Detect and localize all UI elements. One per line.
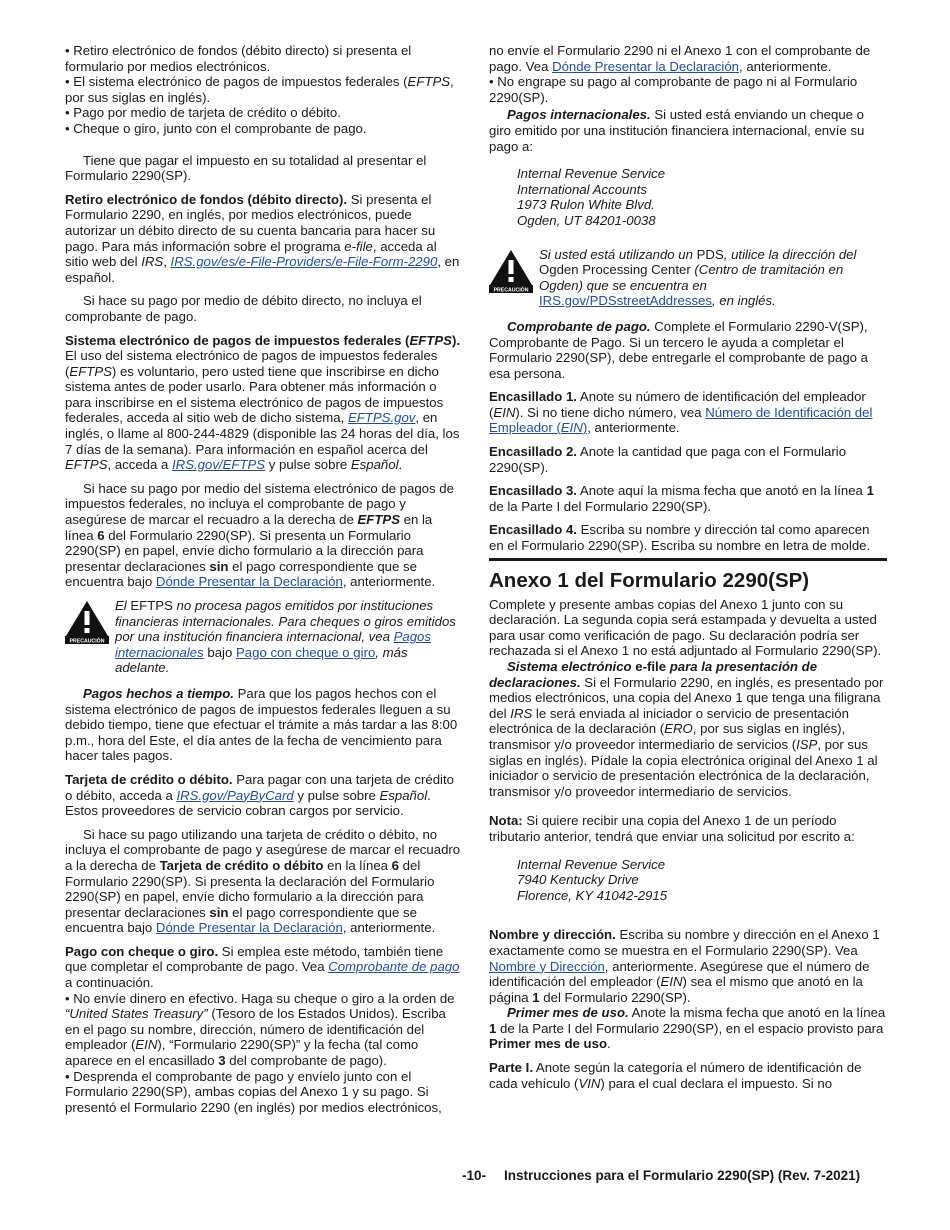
pagos-internacionales-link[interactable]: Pagos internacionales — [115, 629, 431, 660]
page-footer — [462, 1168, 892, 1184]
list-item: • No engrape su pago al comprobante de pago ni al Formulario 2290(SP). — [489, 74, 887, 105]
efile-form-2290-link[interactable]: IRS.gov/es/e-File-Providers/e-File-Form-2290 — [170, 254, 438, 270]
florence-address — [489, 857, 887, 904]
address-line: 1973 Rulon White Blvd. — [517, 197, 655, 213]
paragraph: Comprobante de pago. Complete el Formulario 2290-V(SP), Comprobante de Pago. Si un tercero le ayuda a completar el Formulario 2290(SP), debe entregarle el comprobante de pago a esa persona. — [489, 318, 869, 381]
paragraph: Complete y presente ambas copias del Anexo 1 junto con su declaración. La segunda copia será estampada y devuelta a usted para usar como verificación de pago. Su declaración podría ser rechazada si el Anexo 1 no está adjuntado al Formulario 2290(SP). — [489, 596, 882, 659]
address-line: Ogden, UT 84201-0038 — [517, 212, 656, 228]
paragraph: Tiene que pagar el impuesto en su totalidad al presentar el Formulario 2290(SP). — [65, 152, 427, 184]
svg-text:PRECAUCIÓN: PRECAUCIÓN — [69, 638, 105, 644]
donde-presentar-link-3[interactable]: Dónde Presentar la Declaración — [552, 58, 740, 74]
pago-cheque-giro-link[interactable]: Pago con cheque o giro — [235, 644, 376, 660]
paragraph: Si hace su pago por medio del sistema electrónico de pagos de impuestos federales, no incluya el comprobante de pago y asegúrese de marcar el recuadro a la derecha de EFTPS en la línea 6 del Formulario 2290(SP). Si presenta un Formulario 2290(SP) en papel, envíe dicho formulario a la dirección para presentar declaraciones sin el pago correspondiente que se encuentra bajo Dónde Presentar la Declaración, anteriormente. — [65, 480, 454, 590]
comprobante-de-pago-link[interactable]: Comprobante de pago — [328, 959, 460, 975]
caution-note — [489, 247, 887, 309]
eftps-gov-link[interactable]: EFTPS.gov — [347, 410, 416, 426]
paragraph: Pagos hechos a tiempo. Para que los pagos hechos con el sistema electrónico de pagos de impuestos federales lleguen a su debido tiempo, tiene que efectuar el trámite a más tardar a las 8:00 p.m., hora del Este, el día antes de la fecha de vencimiento para hacer tales pagos. — [65, 685, 458, 764]
caution-text: Si usted está utilizando un PDS, utilice la dirección del Ogden Processing Center (Centro de tramitación en Ogden) que se encuentra en IRS.gov/PDSstreetAddresses, en inglés. — [539, 246, 857, 309]
section-divider — [489, 558, 887, 561]
paragraph: Primer mes de uso. Anote la misma fecha que anotó en la línea 1 de la Parte I del Formulario 2290(SP), en el espacio provisto para Primer mes de uso. — [489, 1005, 886, 1052]
list-item: • Pago por medio de tarjeta de crédito o débito. — [65, 105, 463, 121]
paragraph: Parte I. Anote según la categoría el número de identificación de cada vehículo (VIN) para el cual declara el impuesto. Si no — [489, 1060, 862, 1091]
nombre-direccion-link[interactable]: Nombre y Dirección — [489, 958, 605, 974]
list-item: • Cheque o giro, junto con el comprobante de pago. — [65, 121, 463, 137]
paragraph: Nota: Si quiere recibir una copia del Anexo 1 de un período tributario anterior, tendrá que enviar una solicitud por escrito a: — [489, 813, 855, 844]
right-column — [489, 43, 887, 1099]
paragraph: Si hace su pago por medio de débito directo, no incluya el comprobante de pago. — [65, 293, 422, 324]
irs-eftps-link[interactable]: IRS.gov/EFTPS — [172, 457, 266, 473]
numero-identificacion-link[interactable]: Número de Identificación del Empleador (EIN) — [489, 404, 873, 436]
svg-text:PRECAUCIÓN: PRECAUCIÓN — [493, 287, 529, 293]
list-item: • Desprenda el comprobante de pago y envíelo junto con el Formulario 2290(SP), ambas copias del Anexo 1 y su pago. Si presentó el Formulario 2290 (en inglés) por medios electrónicos, — [65, 1069, 463, 1116]
address-line: Florence, KY 41042-2915 — [517, 887, 668, 903]
pds-street-addresses-link[interactable]: IRS.gov/PDSstreetAddresses — [539, 293, 712, 309]
caution-icon — [65, 600, 109, 644]
paybycard-link[interactable]: IRS.gov/PayByCard — [176, 787, 294, 803]
page-number: -10- — [462, 1168, 487, 1183]
list-item: • El sistema electrónico de pagos de impuestos federales (EFTPS, por sus siglas en inglés). — [65, 74, 463, 105]
paragraph: Encasillado 2. Anote la cantidad que paga con el Formulario 2290(SP). — [489, 444, 847, 475]
section-title: Anexo 1 del Formulario 2290(SP) — [489, 568, 810, 592]
paragraph: Sistema electrónico de pagos de impuestos federales (EFTPS). El uso del sistema electrónico de pagos de impuestos federales (EFTPS) es voluntario, pero usted tiene que inscribirse en dicho sistema antes de poder usarlo. Para obtener más información o para inscribirse en el sistema electrónico de pagos de impuestos federales, acceda al sitio web de dicho sistema, EFTPS.gov, en inglés, o llame al 800-244-4829 (disponible las 24 horas del día, los 7 días de la semana). Para información en español acerca del EFTPS, acceda a IRS.gov/EFTPS y pulse sobre Español. — [65, 332, 461, 473]
donde-presentar-link[interactable]: Dónde Presentar la Declaración — [155, 574, 343, 590]
paragraph: Encasillado 3. Anote aquí la misma fecha que anotó en la línea 1 de la Parte I del Formulario 2290(SP). — [489, 483, 874, 514]
address-line: Internal Revenue Service — [517, 166, 666, 182]
list-item: • No envíe dinero en efectivo. Haga su cheque o giro a la orden de “United States Treasury” (Tesoro de los Estados Unidos). Escriba en el pago su nombre, dirección, número de identificación del empleador (EIN), “Formulario 2290(SP)” y la fecha (tal como aparece en el encasillado 3 del comprobante de pago). — [65, 991, 463, 1069]
paragraph: Tarjeta de crédito o débito. Para pagar con una tarjeta de crédito o débito, acceda a IRS.gov/PayByCard y pulse sobre Español. Estos proveedores de servicio cobran cargos por servicio. — [65, 771, 454, 819]
left-column — [65, 43, 463, 1115]
paragraph: Pago con cheque o giro. Si emplea este método, también tiene que completar el comprobante de pago. Vea Comprobante de pago a continuación. — [65, 943, 460, 991]
caution-note — [65, 598, 463, 676]
address-line: Internal Revenue Service — [517, 856, 666, 872]
paragraph: Encasillado 4. Escriba su nombre y dirección tal como aparecen en el Formulario 2290(SP). Escriba su nombre en letra de molde. — [489, 522, 871, 554]
caution-icon — [489, 249, 533, 293]
paragraph: Nombre y dirección. Escriba su nombre y dirección en el Anexo 1 exactamente como se muestra en el Formulario 2290(SP). Vea Nombre y Dirección, anteriormente. Asegúrese que el número de identificación del empleador (EIN) sea el mismo que anotó en la página 1 del Formulario 2290(SP). — [489, 927, 880, 1005]
list-item: • Retiro electrónico de fondos (débito directo) si presenta el formulario por medios electrónicos. — [65, 43, 463, 74]
paragraph: Encasillado 1. Anote su número de identificación del empleador (EIN). Si no tiene dicho número, vea Número de Identificación del Empleador (EIN), anteriormente. — [489, 389, 873, 436]
paragraph: Si hace su pago utilizando una tarjeta de crédito o débito, no incluya el comprobante de pago y asegúrese de marcar el recuadro a la derecha de Tarjeta de crédito o débito en la línea 6 del Formulario 2290(SP). Si presenta la declaración del Formulario 2290(SP) en papel, envíe dicho formulario a la dirección para presentar declaraciones sin el pago correspondiente que se encuentra bajo Dónde Presentar la Declaración, anteriormente. — [65, 826, 461, 936]
paragraph: no envíe el Formulario 2290 ni el Anexo 1 con el comprobante de pago. Vea Dónde Presentar la Declaración, anteriormente. — [489, 43, 871, 74]
address-line: International Accounts — [517, 181, 648, 197]
paragraph: Pagos internacionales. Si usted está enviando un cheque o giro emitido por una institución financiera internacional, envíe su pago a: — [489, 107, 865, 154]
document-title: Instrucciones para el Formulario 2290(SP) (Rev. 7-2021) — [504, 1168, 861, 1183]
international-address — [489, 166, 887, 228]
payment-methods-list — [65, 43, 463, 137]
address-line: 7940 Kentucky Drive — [517, 872, 639, 888]
donde-presentar-link-2[interactable]: Dónde Presentar la Declaración — [155, 920, 343, 936]
paragraph: Sistema electrónico e-file para la presentación de declaraciones. Si el Formulario 2290, en inglés, es presentado por medios electrónicos, una copia del Anexo 1 que tenga una filigrana del IRS le será enviada al iniciador o servicio de presentación electrónica de la declaración (ERO, por sus siglas en inglés), transmisor y/o proveedor intermediario de servicios (ISP, por sus siglas en inglés). Pídale la copia electrónica original del Anexo 1 al iniciador o servicio de presentación electrónica de la declaración, transmisor y/o proveedor intermediario de servicios. — [489, 659, 884, 799]
paragraph: Retiro electrónico de fondos (débito directo). Si presenta el Formulario 2290, en inglés, por medios electrónicos, puede autorizar un débito directo de su cuenta bancaria para hacer su pago. Para más información sobre el programa e-file, acceda al sitio web del IRS, IRS.gov/es/e-File-Providers/e-File-Form-2290, en español. — [65, 191, 460, 285]
caution-text: El EFTPS no procesa pagos emitidos por instituciones financieras internacionales. Para cheques o giros emitidos por una institución financiera internacional, vea Pagos internacionales bajo Pago con cheque o giro, más adelante. — [115, 598, 456, 676]
